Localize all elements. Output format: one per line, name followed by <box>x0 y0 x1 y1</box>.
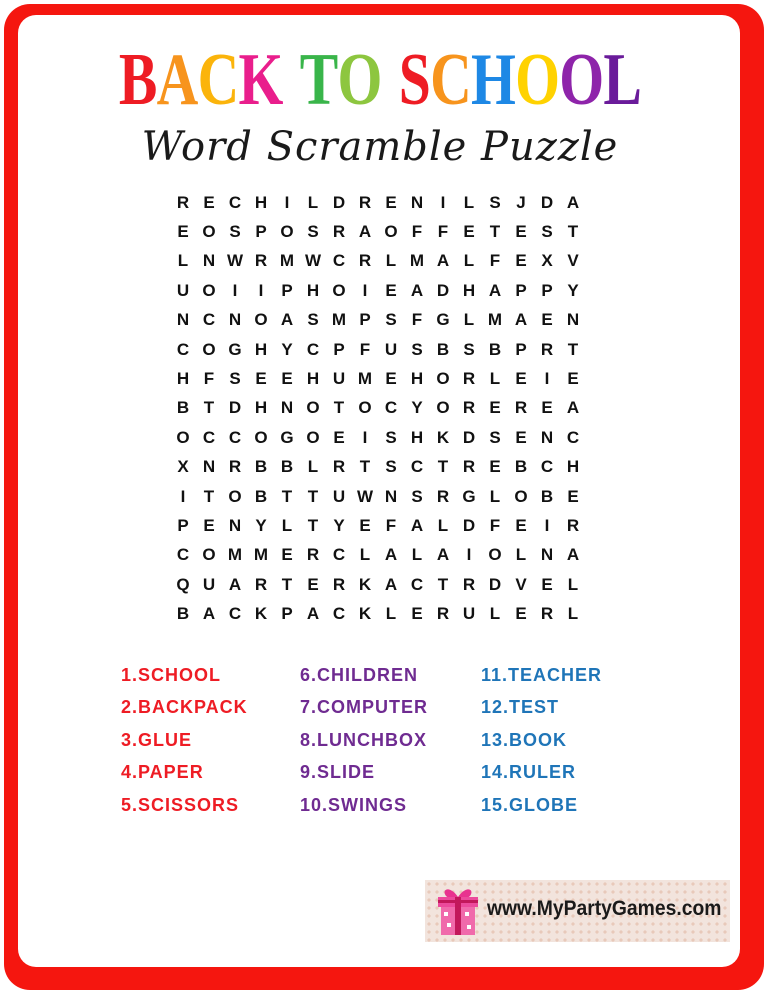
grid-letter: R <box>306 545 320 565</box>
grid-letter: T <box>333 398 345 418</box>
word-list-column-3 <box>481 659 602 821</box>
grid-letter: S <box>489 192 501 212</box>
grid-letter: A <box>566 545 580 565</box>
grid-letter: N <box>228 310 242 330</box>
grid-letter: D <box>436 280 450 300</box>
grid-letter: N <box>566 310 580 330</box>
grid-letter: A <box>436 251 450 271</box>
grid-letter: C <box>332 604 346 624</box>
grid-letter: L <box>567 604 579 624</box>
grid-letter: C <box>332 545 346 565</box>
grid-letter: C <box>202 310 216 330</box>
title-letter: C <box>197 39 239 121</box>
grid-letter: A <box>566 398 580 418</box>
grid-letter: R <box>540 604 554 624</box>
grid-letter: P <box>177 515 189 535</box>
grid-letter: S <box>385 427 397 447</box>
grid-letter: N <box>228 515 242 535</box>
grid-letter: L <box>489 486 501 506</box>
grid-letter: A <box>410 280 424 300</box>
grid-letter: F <box>437 222 449 242</box>
grid-letter: E <box>567 369 579 389</box>
grid-letter: P <box>281 604 293 624</box>
grid-letter: A <box>228 574 242 594</box>
grid-letter: C <box>410 457 424 477</box>
grid-row <box>170 394 586 423</box>
grid-letter: O <box>202 339 216 359</box>
grid-letter: H <box>462 280 476 300</box>
grid-letter: H <box>306 369 320 389</box>
grid-letter: A <box>514 310 528 330</box>
word-list-item: 3.GLUE <box>121 729 193 750</box>
grid-letter: O <box>306 427 320 447</box>
grid-letter: I <box>180 486 186 506</box>
grid-letter: K <box>358 604 372 624</box>
grid-letter: O <box>436 398 450 418</box>
grid-letter: O <box>254 427 268 447</box>
grid-letter: I <box>544 369 550 389</box>
grid-letter: F <box>359 339 371 359</box>
grid-letter: E <box>307 574 319 594</box>
grid-letter: A <box>384 574 398 594</box>
grid-letter: E <box>385 280 397 300</box>
grid-row <box>170 482 586 511</box>
grid-letter: C <box>540 457 554 477</box>
word-list-column-1 <box>121 659 248 821</box>
grid-letter: E <box>359 515 371 535</box>
grid-letter: E <box>541 574 553 594</box>
grid-letter: U <box>332 369 346 389</box>
grid-letter: C <box>202 427 216 447</box>
grid-letter: L <box>489 604 501 624</box>
grid-letter: B <box>488 339 502 359</box>
grid-letter: H <box>566 457 580 477</box>
grid-letter: S <box>411 486 423 506</box>
grid-letter: V <box>567 251 579 271</box>
title-letter: B <box>118 39 157 121</box>
grid-letter: T <box>281 486 293 506</box>
grid-letter: L <box>463 251 475 271</box>
grid-letter: E <box>281 545 293 565</box>
grid-letter: S <box>541 222 553 242</box>
grid-letter: Y <box>333 515 345 535</box>
title-letter: L <box>603 39 642 121</box>
grid-letter: R <box>462 398 476 418</box>
grid-letter: E <box>281 369 293 389</box>
grid-row <box>170 276 586 305</box>
grid-letter: I <box>258 280 264 300</box>
grid-letter: T <box>437 574 449 594</box>
grid-letter: W <box>304 251 322 271</box>
grid-letter: T <box>489 222 501 242</box>
gift-box-icon <box>435 885 481 937</box>
grid-letter: N <box>540 427 554 447</box>
grid-letter: F <box>411 222 423 242</box>
word-list-item: 7.COMPUTER <box>300 697 429 718</box>
grid-letter: I <box>232 280 238 300</box>
word-list-item: 5.SCISSORS <box>121 794 240 815</box>
grid-letter: N <box>202 457 216 477</box>
grid-letter: T <box>203 398 215 418</box>
grid-letter: P <box>541 280 553 300</box>
grid-letter: V <box>515 574 527 594</box>
puzzle-title <box>84 40 677 120</box>
grid-letter: D <box>488 574 502 594</box>
grid-letter: E <box>515 427 527 447</box>
grid-letter: M <box>487 310 503 330</box>
grid-letter: T <box>567 339 579 359</box>
grid-row <box>170 511 586 540</box>
grid-letter: P <box>359 310 371 330</box>
grid-letter: F <box>203 369 215 389</box>
grid-letter: C <box>410 574 424 594</box>
grid-letter: L <box>307 457 319 477</box>
grid-letter: S <box>307 222 319 242</box>
grid-letter: B <box>280 457 294 477</box>
grid-letter: R <box>332 574 346 594</box>
grid-letter: A <box>410 515 424 535</box>
grid-row <box>170 247 586 276</box>
grid-letter: E <box>515 369 527 389</box>
brand-url-text[interactable]: www.MyPartyGames.com <box>487 897 722 920</box>
grid-letter: A <box>436 545 450 565</box>
grid-letter: H <box>176 369 190 389</box>
grid-letter: D <box>332 192 346 212</box>
grid-letter: C <box>332 251 346 271</box>
grid-letter: N <box>280 398 294 418</box>
grid-letter: M <box>279 251 295 271</box>
grid-letter: E <box>489 398 501 418</box>
grid-letter: E <box>203 192 215 212</box>
grid-letter: L <box>385 251 397 271</box>
grid-letter: A <box>384 545 398 565</box>
grid-letter: T <box>281 574 293 594</box>
grid-row <box>170 423 586 452</box>
word-list-item: 13.BOOK <box>481 729 568 750</box>
title-letter: K <box>238 39 283 121</box>
grid-letter: R <box>254 251 268 271</box>
grid-letter: R <box>254 574 268 594</box>
grid-letter: R <box>176 192 190 212</box>
grid-letter: R <box>436 604 450 624</box>
word-list-item: 12.TEST <box>481 697 560 718</box>
grid-letter: A <box>202 604 216 624</box>
grid-letter: K <box>436 427 450 447</box>
grid-letter: E <box>255 369 267 389</box>
grid-letter: H <box>254 398 268 418</box>
grid-letter: Y <box>281 339 293 359</box>
grid-letter: P <box>515 339 527 359</box>
title-letter: C <box>430 39 471 121</box>
grid-letter: L <box>281 515 293 535</box>
grid-letter: Q <box>176 574 190 594</box>
grid-letter: C <box>566 427 580 447</box>
word-list-item: 6.CHILDREN <box>300 665 419 685</box>
grid-letter: B <box>514 457 528 477</box>
grid-letter: F <box>489 251 501 271</box>
grid-letter: U <box>462 604 476 624</box>
grid-letter: R <box>332 222 346 242</box>
grid-letter: I <box>466 545 472 565</box>
word-list-item: 8.LUNCHBOX <box>300 729 428 750</box>
grid-letter: O <box>254 310 268 330</box>
title-letter: O <box>337 39 382 121</box>
grid-letter: C <box>176 339 190 359</box>
grid-letter: E <box>385 192 397 212</box>
grid-letter: S <box>307 310 319 330</box>
grid-letter: G <box>280 427 294 447</box>
grid-letter: I <box>284 192 290 212</box>
word-list-item: 14.RULER <box>481 762 577 783</box>
title-letter: A <box>156 39 198 121</box>
grid-letter: L <box>515 545 527 565</box>
grid-letter: C <box>384 398 398 418</box>
grid-letter: S <box>385 457 397 477</box>
grid-letter: E <box>515 515 527 535</box>
grid-letter: H <box>254 192 268 212</box>
grid-letter: N <box>384 486 398 506</box>
word-list-item: 9.SLIDE <box>300 762 376 783</box>
grid-letter: B <box>540 486 554 506</box>
grid-letter: E <box>463 222 475 242</box>
grid-letter: C <box>228 192 242 212</box>
grid-letter: O <box>332 280 346 300</box>
grid-letter: J <box>516 192 526 212</box>
grid-letter: B <box>176 398 190 418</box>
grid-letter: W <box>226 251 244 271</box>
grid-letter: L <box>385 604 397 624</box>
title-space <box>382 40 399 120</box>
grid-row <box>170 364 586 393</box>
title-letter: O <box>559 39 604 121</box>
grid-letter: R <box>436 486 450 506</box>
grid-letter: E <box>385 369 397 389</box>
grid-letter: M <box>357 369 373 389</box>
grid-letter: T <box>437 457 449 477</box>
grid-letter: U <box>202 574 216 594</box>
grid-letter: Y <box>567 280 579 300</box>
grid-letter: H <box>306 280 320 300</box>
grid-letter: S <box>385 310 397 330</box>
grid-letter: R <box>358 251 372 271</box>
grid-letter: O <box>202 280 216 300</box>
grid-letter: A <box>566 192 580 212</box>
grid-letter: A <box>488 280 502 300</box>
word-list-column-2 <box>300 659 428 821</box>
grid-letter: N <box>176 310 190 330</box>
grid-letter: B <box>436 339 450 359</box>
grid-letter: E <box>203 515 215 535</box>
grid-letter: L <box>567 574 579 594</box>
grid-letter: T <box>203 486 215 506</box>
grid-letter: D <box>462 427 476 447</box>
grid-letter: L <box>489 369 501 389</box>
title-letter: T <box>299 39 338 121</box>
grid-letter: A <box>358 222 372 242</box>
grid-letter: K <box>254 604 268 624</box>
grid-letter: R <box>462 574 476 594</box>
grid-letter: N <box>410 192 424 212</box>
grid-letter: O <box>280 222 294 242</box>
grid-letter: I <box>362 427 368 447</box>
grid-letter: B <box>254 486 268 506</box>
word-list-item: 1.SCHOOL <box>121 665 222 685</box>
grid-letter: O <box>358 398 372 418</box>
grid-letter: I <box>362 280 368 300</box>
grid-letter: S <box>463 339 475 359</box>
grid-letter: B <box>254 457 268 477</box>
grid-letter: E <box>489 457 501 477</box>
grid-letter: L <box>359 545 371 565</box>
grid-letter: P <box>281 280 293 300</box>
letter-grid <box>170 188 586 629</box>
grid-letter: E <box>411 604 423 624</box>
grid-letter: E <box>567 486 579 506</box>
grid-letter: E <box>541 310 553 330</box>
grid-row <box>170 306 586 335</box>
grid-letter: L <box>463 310 475 330</box>
grid-letter: R <box>514 398 528 418</box>
word-list-item: 4.PAPER <box>121 762 204 783</box>
grid-letter: O <box>202 545 216 565</box>
grid-letter: X <box>541 251 553 271</box>
grid-letter: P <box>515 280 527 300</box>
grid-letter: R <box>566 515 580 535</box>
grid-row <box>170 570 586 599</box>
grid-letter: E <box>541 398 553 418</box>
grid-letter: F <box>489 515 501 535</box>
grid-letter: A <box>306 604 320 624</box>
title-space <box>283 40 300 120</box>
grid-letter: U <box>332 486 346 506</box>
grid-letter: O <box>306 398 320 418</box>
grid-letter: S <box>489 427 501 447</box>
brand-badge[interactable] <box>425 880 730 942</box>
grid-letter: H <box>410 369 424 389</box>
grid-letter: C <box>306 339 320 359</box>
grid-letter: W <box>356 486 374 506</box>
grid-letter: T <box>307 515 319 535</box>
grid-letter: L <box>437 515 449 535</box>
grid-letter: F <box>411 310 423 330</box>
grid-letter: R <box>462 457 476 477</box>
grid-letter: S <box>411 339 423 359</box>
grid-letter: T <box>307 486 319 506</box>
word-list-item: 2.BACKPACK <box>121 697 248 718</box>
grid-letter: O <box>436 369 450 389</box>
grid-row <box>170 599 586 628</box>
grid-row <box>170 335 586 364</box>
title-letter: S <box>398 39 431 121</box>
grid-letter: O <box>176 427 190 447</box>
grid-letter: T <box>359 457 371 477</box>
grid-letter: A <box>280 310 294 330</box>
grid-letter: L <box>463 192 475 212</box>
grid-letter: Y <box>255 515 267 535</box>
grid-letter: G <box>436 310 450 330</box>
grid-letter: L <box>307 192 319 212</box>
grid-letter: M <box>331 310 347 330</box>
word-list-item: 15.GLOBE <box>481 794 579 815</box>
grid-letter: X <box>177 457 189 477</box>
grid-letter: F <box>385 515 397 535</box>
grid-letter: P <box>255 222 267 242</box>
grid-letter: U <box>384 339 398 359</box>
grid-letter: E <box>177 222 189 242</box>
grid-letter: K <box>358 574 372 594</box>
grid-letter: D <box>228 398 242 418</box>
grid-letter: U <box>176 280 190 300</box>
grid-letter: L <box>177 251 189 271</box>
grid-letter: R <box>540 339 554 359</box>
title-letter: O <box>515 39 560 121</box>
grid-letter: O <box>228 486 242 506</box>
grid-letter: H <box>410 427 424 447</box>
grid-letter: N <box>202 251 216 271</box>
grid-letter: E <box>515 604 527 624</box>
grid-row <box>170 217 586 246</box>
grid-letter: C <box>228 604 242 624</box>
grid-row <box>170 453 586 482</box>
grid-letter: C <box>228 427 242 447</box>
grid-letter: B <box>176 604 190 624</box>
grid-letter: P <box>333 339 345 359</box>
grid-letter: G <box>462 486 476 506</box>
grid-letter: S <box>229 369 241 389</box>
grid-letter: R <box>228 457 242 477</box>
grid-letter: H <box>254 339 268 359</box>
grid-letter: M <box>409 251 425 271</box>
title-letter: H <box>470 39 516 121</box>
grid-letter: M <box>253 545 269 565</box>
grid-letter: T <box>567 222 579 242</box>
word-list-item: 11.TEACHER <box>481 665 603 685</box>
grid-letter: E <box>515 251 527 271</box>
grid-letter: S <box>229 222 241 242</box>
grid-letter: O <box>384 222 398 242</box>
grid-letter: D <box>540 192 554 212</box>
grid-letter: G <box>228 339 242 359</box>
puzzle-subtitle: Word Scramble Puzzle <box>141 124 619 170</box>
grid-letter: R <box>358 192 372 212</box>
grid-letter: O <box>488 545 502 565</box>
grid-letter: R <box>462 369 476 389</box>
grid-row <box>170 188 586 217</box>
grid-letter: C <box>176 545 190 565</box>
grid-letter: L <box>411 545 423 565</box>
grid-letter: I <box>544 515 550 535</box>
grid-letter: O <box>514 486 528 506</box>
grid-letter: N <box>540 545 554 565</box>
word-list-item: 10.SWINGS <box>300 794 408 815</box>
grid-row <box>170 541 586 570</box>
grid-letter: D <box>462 515 476 535</box>
grid-letter: O <box>202 222 216 242</box>
grid-letter: E <box>515 222 527 242</box>
grid-letter: E <box>333 427 345 447</box>
grid-letter: I <box>440 192 446 212</box>
grid-letter: Y <box>411 398 423 418</box>
grid-letter: M <box>227 545 243 565</box>
grid-letter: R <box>332 457 346 477</box>
